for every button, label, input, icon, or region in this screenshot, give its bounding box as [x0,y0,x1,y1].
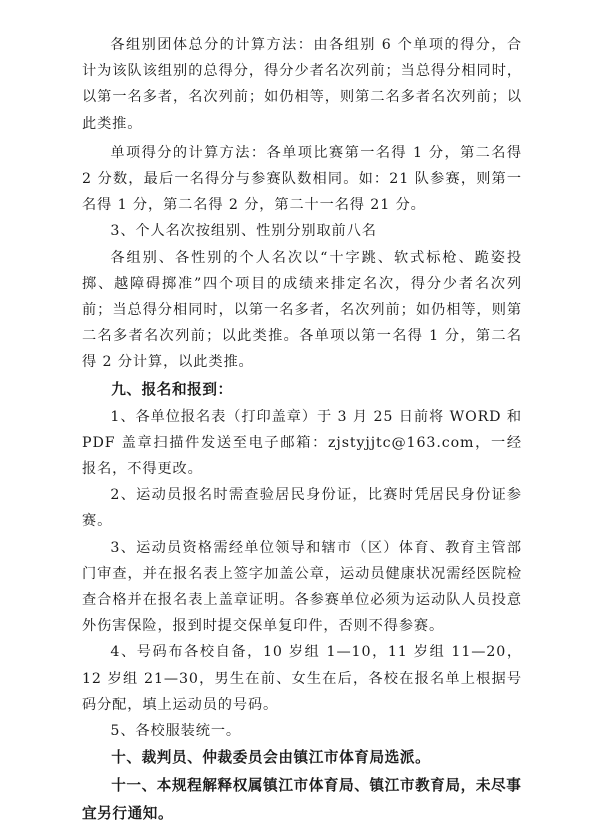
section-9-heading: 九、报名和报到： [111,380,233,398]
registration-item-5: 5、各校服装统一。 [110,723,242,740]
individual-ranking-paragraph: 各组别、各性别的个人名次以“十字跳、软式标枪、跪姿投掷、越障碍掷准”四个项目的成绩来排定名次，得分少者名次列前；当总得分相同时，以第一名多者，名次列前；如仍相等，则第二名多者名次列前；以此类推。各单项以第一名得 1 分，第二名得 2 分计算，以此类推。 [82,249,522,371]
event-score-method-paragraph: 单项得分的计算方法：各单项比赛第一名得 1 分，第二名得 2 分数，最后一名得分与参赛队数相同。如：21 队参赛，则第一名得 1 分，第二名得 2 分，第二十一名得 21 分。 [82,144,522,214]
individual-ranking-subheading: 3、个人名次按组别、性别分别取前八名 [110,223,377,240]
section-11-heading: 十一、本规程解释权属镇江市体育局、镇江市教育局，未尽事宜另行通知。 [82,777,522,823]
registration-item-3: 3、运动员资格需经单位领导和辖市（区）体育、教育主管部门审查，并在报名表上签字加盖公章，运动员健康状况需经医院检查合格并在报名表上盖章证明。各参赛单位必须为运动队人员投意外伤害保险，报到时提交保单复印件，否则不得参赛。 [82,539,522,635]
registration-item-1: 1、各单位报名表（打印盖章）于 3 月 25 日前将 WORD 和 PDF 盖章扫描件发送至电子邮箱：zjstyjjtc@163.com，一经报名，不得更改。 [82,408,522,478]
section-10-heading: 十、裁判员、仲裁委员会由镇江市体育局选派。 [111,749,431,767]
team-score-method-paragraph: 各组别团体总分的计算方法：由各组别 6 个单项的得分，合计为该队该组别的总得分，得分少者名次列前；当总得分相同时，以第一名多者，名次列前；如仍相等，则第二名多者名次列前；以此类推。 [82,37,522,132]
registration-item-2: 2、运动员报名时需查验居民身份证，比赛时凭居民身份证参赛。 [82,487,522,530]
registration-item-4: 4、号码布各校自备，10 岁组 1—10，11 岁组 11—20，12 岁组 21—30，男生在前、女生在后，各校在报名单上根据号码分配，填上运动员的号码。 [82,644,522,713]
